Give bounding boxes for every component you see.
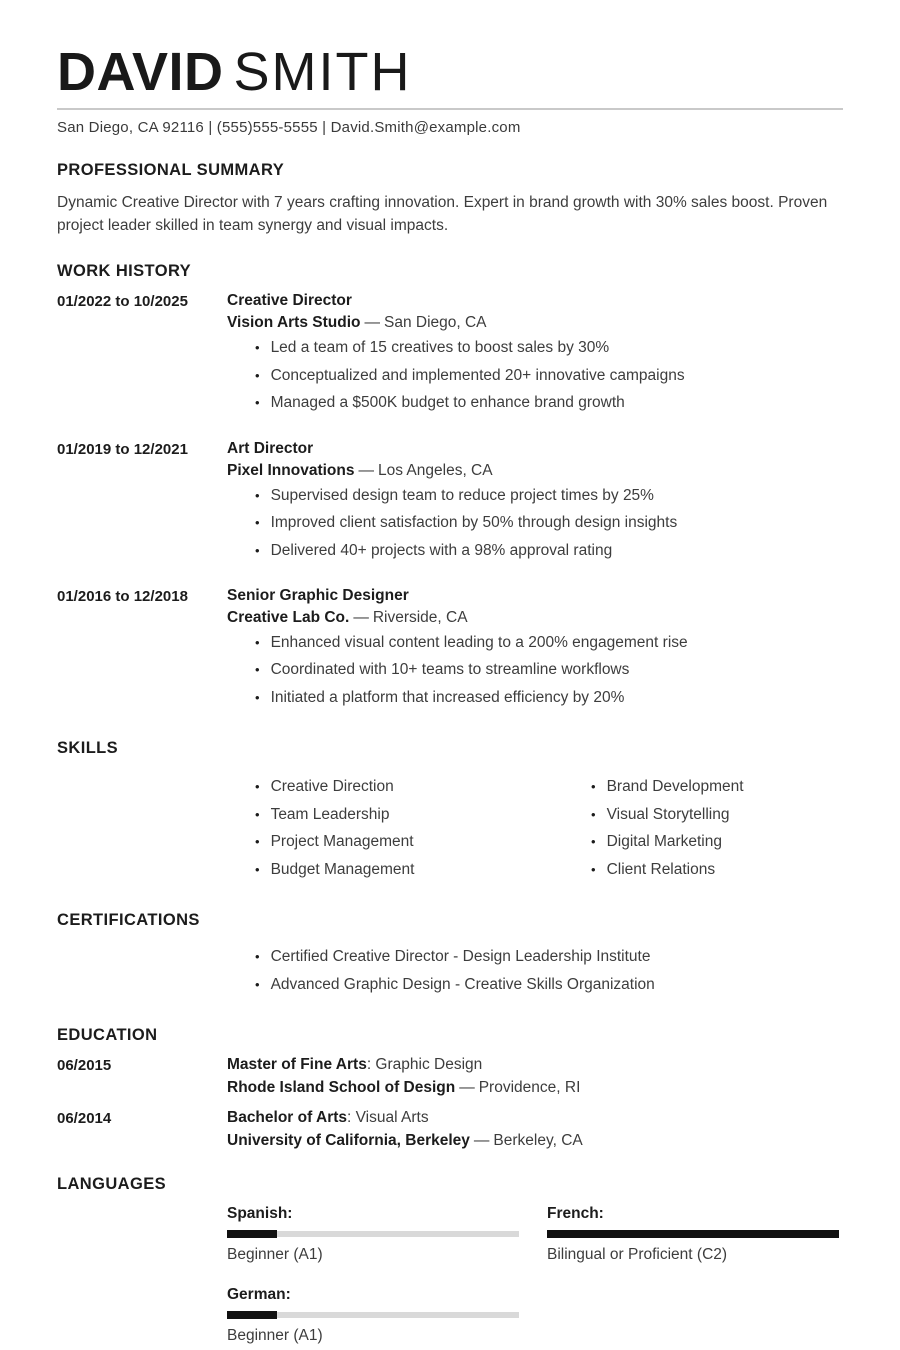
certifications-list [227,946,843,996]
languages-grid [227,1205,843,1345]
education-entry [57,1109,843,1150]
job-dates: 01/2022 to 10/2025 [57,293,188,311]
bullet-icon: • [255,779,260,795]
job-title: Creative Director [227,292,352,310]
bullet-icon: • [255,487,260,503]
skill-item [591,776,843,798]
skill-item [255,776,563,798]
bullet-icon: • [591,834,596,850]
degree-field: : Visual Arts [347,1109,429,1127]
bullet-icon: • [255,949,260,965]
degree-field: : Graphic Design [366,1056,483,1074]
skill-item [591,859,843,881]
language-item [547,1205,839,1264]
job-bullet [255,485,843,507]
language-bar-fill [227,1230,277,1238]
skills-heading: SKILLS [57,739,119,758]
certification-label: Advanced Graphic Design - Creative Skills Organization [270,975,655,993]
job-bullet [255,392,843,414]
dash-separator: — [459,1079,475,1097]
job-bullet-text: Supervised design team to reduce project times by 25% [270,486,654,504]
degree-line [227,1056,843,1074]
skill-label: Client Relations [606,860,716,878]
skills-grid [227,769,843,886]
bullet-icon: • [255,689,260,705]
job-bullet-list [227,337,843,414]
skill-item [255,859,563,881]
job-bullet-text: Coordinated with 10+ teams to streamline workflows [270,661,630,679]
language-level: Beginner (A1) [227,1327,323,1345]
summary-text: Dynamic Creative Director with 7 years crafting innovation. Expert in brand growth with 30% sales boost. Proven project leader skilled in team synergy and visual impacts. [57,193,828,234]
bullet-icon: • [255,662,260,678]
job-bullet [255,540,843,562]
job-entry [57,440,843,567]
last-name: SMITH [233,42,412,102]
skill-label: Brand Development [606,778,744,796]
job-company: Creative Lab Co. [227,609,350,626]
contact-line: San Diego, CA 92116 | (555)555-5555 | David.Smith@example.com [57,118,521,136]
language-level: Bilingual or Proficient (C2) [547,1246,728,1264]
first-name: DAVID [57,42,224,102]
skill-item [255,831,563,853]
school-line [227,1132,843,1150]
section-education [57,1026,843,1150]
skill-item [591,831,843,853]
dash-separator: — [358,461,374,479]
bullet-icon: • [255,861,260,877]
skills-column-1 [227,771,563,886]
school-location: Berkeley, CA [493,1132,583,1150]
job-bullet [255,365,843,387]
dash-separator: — [353,609,369,626]
job-title: Senior Graphic Designer [227,587,409,604]
bullet-icon: • [591,806,596,822]
bullet-icon: • [255,635,260,650]
education-heading: EDUCATION [57,1026,158,1045]
bullet-icon: • [255,340,260,356]
bullet-icon: • [255,806,260,822]
skill-label: Project Management [270,833,414,851]
job-entry [57,292,843,419]
job-company-line [227,609,843,627]
language-bar-fill [227,1311,277,1319]
certifications-heading: CERTIFICATIONS [57,911,200,930]
dash-separator: — [473,1132,490,1150]
language-item [227,1205,519,1264]
section-professional-summary [57,161,843,238]
language-name: Spanish: [227,1205,293,1223]
job-bullet-list [227,485,843,562]
bullet-icon: • [255,976,260,992]
job-bullet [255,687,843,709]
language-name: French: [547,1205,604,1223]
section-certifications [57,911,843,1001]
certification-item [255,974,843,996]
education-date: 06/2014 [57,1110,112,1128]
candidate-name [57,44,843,101]
job-location: Los Angeles, CA [377,461,493,479]
job-bullet-text: Conceptualized and implemented 20+ innovative campaigns [270,366,685,384]
job-location: Riverside, CA [372,609,468,626]
language-name: German: [227,1286,291,1304]
language-bar-track [547,1231,839,1237]
degree-name: Bachelor of Arts [227,1109,348,1127]
job-location: San Diego, CA [383,314,487,332]
work-history-heading: WORK HISTORY [57,262,192,281]
bullet-icon: • [591,779,596,795]
language-bar-fill [547,1230,839,1238]
bullet-icon: • [255,367,260,383]
bullet-icon: • [255,542,260,558]
degree-name: Master of Fine Arts [227,1056,367,1074]
skill-item [255,804,563,826]
section-skills [57,739,843,886]
skill-label: Visual Storytelling [606,805,730,823]
skill-label: Creative Direction [270,778,394,796]
language-bar-track [227,1312,519,1318]
job-bullet [255,337,843,359]
job-entry [57,587,843,714]
job-bullet [255,632,843,654]
school-line [227,1079,843,1097]
job-bullet-text: Led a team of 15 creatives to boost sales by 30% [270,339,610,357]
language-item [227,1286,519,1345]
school-name: Rhode Island School of Design [227,1079,456,1097]
languages-heading: LANGUAGES [57,1175,167,1194]
job-company-line [227,462,843,480]
summary-heading: PROFESSIONAL SUMMARY [57,160,285,179]
bullet-icon: • [255,395,260,411]
job-dates: 01/2019 to 12/2021 [57,440,188,458]
job-bullet-text: Initiated a platform that increased efficiency by 20% [270,688,625,706]
job-bullet [255,659,843,681]
job-company: Vision Arts Studio [227,314,361,332]
bullet-icon: • [255,834,260,850]
school-name: University of California, Berkeley [227,1132,470,1150]
job-bullet [255,512,843,534]
job-bullet-text: Enhanced visual content leading to a 200% engagement rise [270,634,688,651]
skill-label: Team Leadership [270,805,390,823]
job-title: Art Director [227,439,314,457]
job-dates: 01/2016 to 12/2018 [57,588,188,605]
job-bullet-text: Improved client satisfaction by 50% through design insights [270,514,678,532]
education-entry [57,1056,843,1097]
skill-label: Budget Management [270,860,415,878]
certification-item [255,946,843,968]
dash-separator: — [364,314,380,332]
skill-label: Digital Marketing [606,833,722,851]
section-languages [57,1175,843,1345]
bullet-icon: • [255,515,260,531]
skills-column-2 [563,771,843,886]
language-level: Beginner (A1) [227,1246,323,1264]
skill-item [591,804,843,826]
degree-line [227,1109,843,1127]
job-company: Pixel Innovations [227,461,355,479]
job-bullet-list [227,632,843,709]
school-location: Providence, RI [478,1079,581,1097]
job-company-line [227,314,843,332]
bullet-icon: • [591,861,596,877]
education-date: 06/2015 [57,1057,112,1075]
job-bullet-text: Managed a $500K budget to enhance brand growth [270,394,625,412]
language-bar-track [227,1231,519,1237]
certification-label: Certified Creative Director - Design Leadership Institute [270,948,651,966]
section-work-history [57,262,843,714]
job-bullet-text: Delivered 40+ projects with a 98% approval rating [270,541,613,559]
header-divider [57,108,843,110]
